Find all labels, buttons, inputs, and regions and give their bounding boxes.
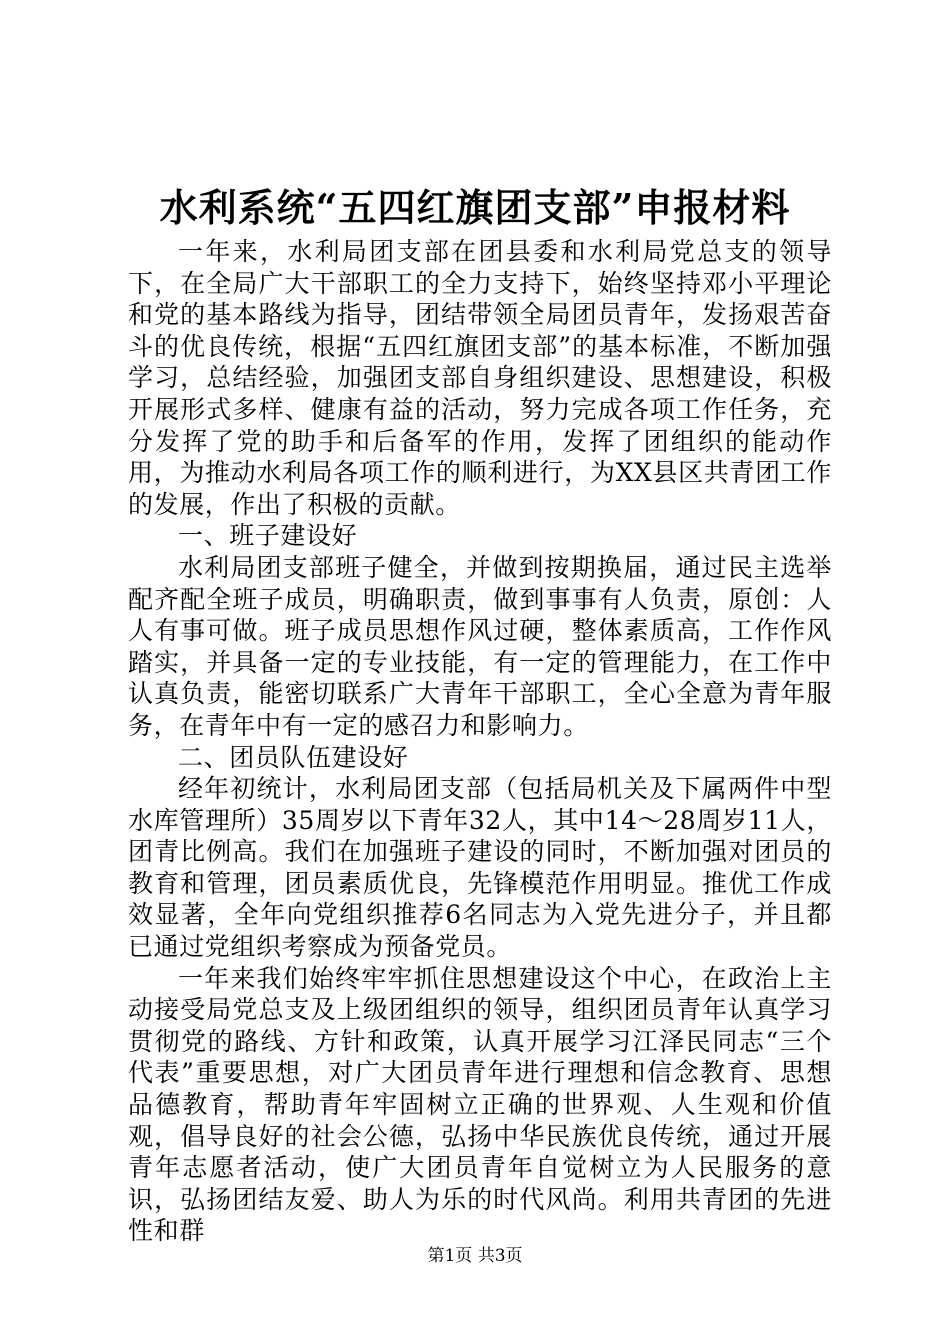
paragraph-team-building: 水利局团支部班子健全，并做到按期换届，通过民主选举配齐配全班子成员，明确职责，做到事事有人负责，原创：人人有事可做。班子成员思想作风过硬，整体素质高，工作作风踏实，并具备一定的专业技能，有一定的管理能力，在工作中认真负责，能密切联系广大青年干部职工，全心全意为青年服务，在青年中有一定的感召力和影响力。 xyxy=(128,552,832,740)
document-title: 水利系统“五四红旗团支部”申报材料 xyxy=(159,185,791,230)
page-footer: 第1页 共3页 xyxy=(427,1246,523,1266)
paragraph-ideology: 一年来我们始终牢牢抓住思想建设这个中心，在政治上主动接受局党总支及上级团组织的领导，组织团员青年认真学习贯彻党的路线、方针和政策，认真开展学习江泽民同志“三个代表”重要思想，对广大团员青年进行理想和信念教育、思想品德教育，帮助青年牢固树立正确的世界观、人生观和价值观，倡导良好的社会公德，弘扬中华民族优良传统，通过开展青年志愿者活动，使广大团员青年自觉树立为人民服务的意识，弘扬团结友爱、助人为乐的时代风尚。利用共青团的先进性和群 xyxy=(128,963,832,1246)
document-body xyxy=(128,236,832,1247)
section-heading-team-building: 一、班子建设好 xyxy=(178,521,358,551)
paragraph-intro: 一年来，水利局团支部在团县委和水利局党总支的领导下，在全局广大干部职工的全力支持下，始终坚持邓小平理论和党的基本路线为指导，团结带领全局团员青年，发扬艰苦奋斗的优良传统，根据“五四红旗团支部”的基本标准，不断加强学习，总结经验，加强团支部自身组织建设、思想建设，积极开展形式多样、健康有益的活动，努力完成各项工作任务，充分发挥了党的助手和后备军的作用，发挥了团组织的能动作用，为推动水利局各项工作的顺利进行，为XX县区共青团工作的发展，作出了积极的贡献。 xyxy=(128,237,832,519)
section-heading-member-building: 二、团员队伍建设好 xyxy=(178,742,409,772)
paragraph-member-building: 经年初统计，水利局团支部（包括局机关及下属两件中型水库管理所）35周岁以下青年32人，其中14～28周岁11人，团青比例高。我们在加强班子建设的同时，不断加强对团员的教育和管理，团员素质优良，先锋模范作用明显。推优工作成效显著，全年向党组织推荐6名同志为入党先进分子，并且都已通过党组织考察成为预备党员。 xyxy=(128,774,832,962)
